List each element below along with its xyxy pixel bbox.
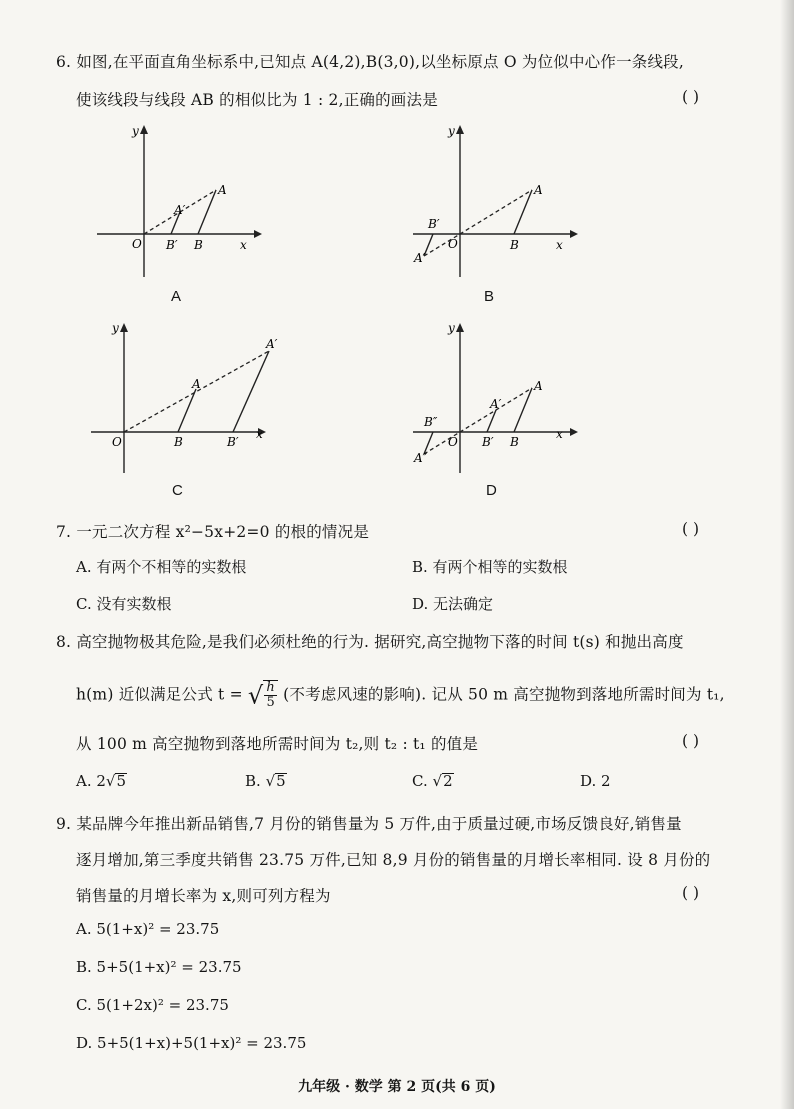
q9-line-3: 销售量的月增长率为 x,则可列方程为 [76,887,331,905]
q6-option-c-label: C [172,482,183,499]
q9-answer-paren: ( ) [682,884,700,902]
q8-formula-numerator: h [266,680,275,695]
q8-option-a-prefix: A. 2 [76,772,106,790]
scan-edge-shadow [780,0,794,1109]
svg-text:y: y [132,124,139,138]
svg-text:y: y [112,321,119,335]
q6-line-2: 使该线段与线段 AB 的相似比为 1 : 2,正确的画法是 [76,91,438,109]
q6-option-b-label: B [484,288,495,305]
svg-text:B: B [510,238,519,252]
sqrt-sign: √ [105,772,116,790]
q7-option-a: A. 有两个不相等的实数根 [76,558,247,576]
svg-text:x: x [556,427,563,441]
q9-option-c: C. 5(1+2x)² = 23.75 [76,996,229,1014]
svg-text:A′: A′ [414,251,426,265]
svg-text:B′: B′ [227,435,239,449]
q9-line-1: 9. 某品牌今年推出新品销售,7 月份的销售量为 5 万件,由于质量过硬,市场反馈良好,销售量 [56,815,682,833]
svg-text:A′: A′ [174,203,186,217]
q6-answer-paren: ( ) [682,88,700,106]
svg-text:A: A [534,183,543,197]
q9-option-d: D. 5+5(1+x)+5(1+x)² = 23.75 [76,1034,307,1052]
q8-line-1: 8. 高空抛物极其危险,是我们必须杜绝的行为. 据研究,高空抛物下落的时间 t(s) 和抛出高度 [56,633,684,651]
svg-text:B″: B″ [424,415,438,429]
q6-option-d-label: D [486,482,497,499]
q6-figure-c [86,318,296,478]
svg-text:O: O [448,237,458,251]
svg-text:O: O [132,237,142,251]
svg-text:B: B [510,435,519,449]
svg-text:x: x [240,238,247,252]
svg-text:B: B [194,238,203,252]
q8-formula-fraction [264,681,277,710]
q8-option-a-radicand: 5 [116,772,127,790]
svg-text:y: y [448,321,455,335]
q6-option-a-label: A [171,288,182,305]
q7-stem: 7. 一元二次方程 x²−5x+2=0 的根的情况是 [56,523,370,541]
sqrt-sign: √ [247,681,264,710]
svg-text:B: B [174,435,183,449]
q8-line-2-end: (不考虑风速的影响). 记从 50 m 高空抛物到落地所需时间为 t₁, [283,685,725,704]
svg-text:A: A [534,379,543,393]
q8-option-a [76,772,127,790]
q6-figure-d [408,318,578,478]
svg-text:B′: B′ [428,217,440,231]
svg-text:B′: B′ [166,238,178,252]
svg-text:B′: B′ [482,435,494,449]
q8-option-b-prefix: B. [245,772,261,790]
q8-line-3: 从 100 m 高空抛物到落地所需时间为 t₂,则 t₂ : t₁ 的值是 [76,735,479,753]
q7-answer-paren: ( ) [682,520,700,538]
svg-text:A: A [192,377,201,391]
q9-option-b: B. 5+5(1+x)² = 23.75 [76,958,242,976]
svg-text:y: y [448,124,455,138]
q8-line-2 [76,680,725,710]
q8-option-d: D. 2 [580,772,611,790]
q8-answer-paren: ( ) [682,732,700,750]
svg-text:A′: A′ [490,397,502,411]
svg-text:x: x [256,427,263,441]
svg-text:A″: A″ [414,451,428,465]
page-footer: 九年级 · 数学 第 2 页(共 6 页) [298,1079,496,1095]
q9-option-a: A. 5(1+x)² = 23.75 [76,920,220,938]
q6-figure-a [92,122,262,282]
q8-option-c-prefix: C. [412,772,428,790]
q6-figure-b [408,122,578,282]
svg-text:O: O [448,435,458,449]
svg-text:A: A [218,183,227,197]
svg-text:A′: A′ [266,337,278,351]
q7-option-b: B. 有两个相等的实数根 [412,558,568,576]
q9-line-2: 逐月增加,第三季度共销售 23.75 万件,已知 8,9 月份的销售量的月增长率相同. 设 8 月份的 [76,851,711,869]
q8-formula-denominator: 5 [266,695,275,710]
q7-option-d: D. 无法确定 [412,595,494,613]
svg-text:x: x [556,238,563,252]
q8-option-c [412,772,454,790]
q8-option-b-radicand: 5 [276,772,286,790]
sqrt-sign: √ [265,772,276,790]
svg-text:O: O [112,435,122,449]
q8-option-c-radicand: 2 [443,772,453,790]
q8-option-b [245,772,287,790]
sqrt-sign: √ [432,772,443,790]
q7-option-c: C. 没有实数根 [76,595,172,613]
q6-line-1: 6. 如图,在平面直角坐标系中,已知点 A(4,2),B(3,0),以坐标原点 O 为位似中心作一条线段, [56,53,685,71]
q8-line-2-start: h(m) 近似满足公式 t = [76,685,243,704]
